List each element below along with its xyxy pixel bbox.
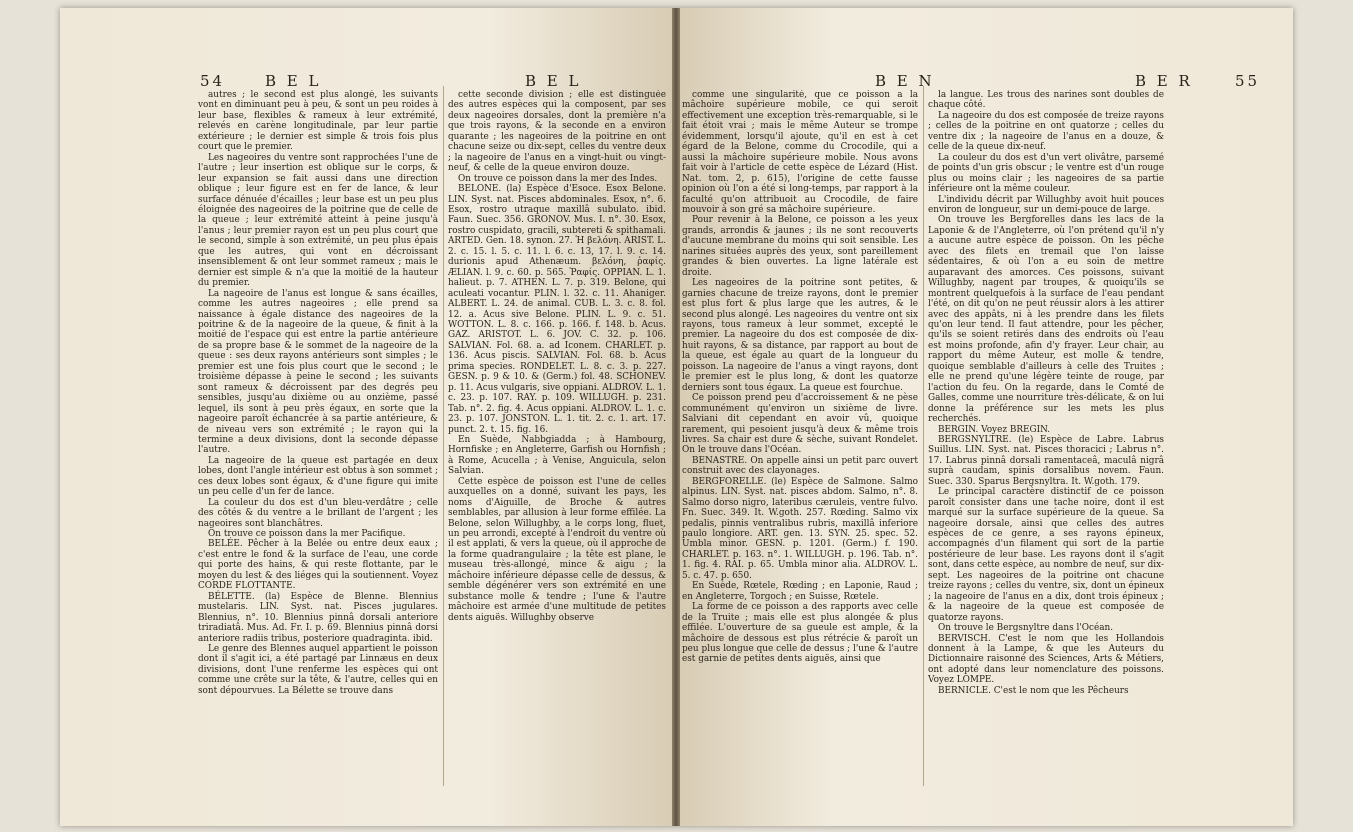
- paragraph: Les nageoires de la poitrine sont petites, & garnies chacune de treize rayons, dont le premier est plus fort & plus large que les autres, & le second plus alongé. Les nageoires du ventre ont six rayons, tous rameux à leur sommet, excepté le premier. La nageoire du dos est composée de dix-huit rayons, & sa distance, par rapport au bout de la queue, est égale au quart de la longueur du poisson. La nageoire de l'anus a vingt rayons, dont le premier est le plus long, & dont les quatorze derniers sont tous égaux. La queue est fourchue.: [682, 278, 918, 393]
- paragraph: Le genre des Blennes auquel appartient le poisson dont il s'agit ici, a été partagé par Linnæus en deux divisions, dont l'une renferme les espèces qui ont comme une crête sur la tête, & l'autre, celles qui en sont dépourvues. La Bélette se trouve dans: [198, 644, 438, 696]
- page-number-right: 55: [1235, 72, 1261, 90]
- paragraph: On trouve les Bergforelles dans les lacs de la Laponie & de l'Angleterre, où l'on prétend qu'il n'y a aucune autre espèce de poisson. On les pêche avec des filets en tremail que l'on laisse sédentaires, & où l'on a eu soin de mettre auparavant des amorces. Ces poissons, suivant Willughby, nagent par troupes, & quoiqu'ils se montrent quelquefois à la surface de l'eau pendant l'été, on dit qu'on ne peut réussir alors à les attirer avec des appâts, ni à les prendre dans les filets qu'on leur tend. Il faut attendre, pour les pêcher, qu'ils se soient retirés dans des endroits où l'eau est moins profonde, afin d'y frayer. Leur chair, au rapport du même Auteur, est molle & tendre, quoique semblable d'ailleurs à celle des Truites ; elle ne prend qu'une légère teinte de rouge, par l'action du feu. On la regarde, dans le Comté de Galles, comme une nourriture très-délicate, & on lui donne la préférence sur les mets les plus recherchés.: [928, 215, 1164, 425]
- paragraph: BERGFORELLE. (le) Espèce de Salmone. Salmo alpinus. LIN. Syst. nat. pisces abdom. Salmo, n°. 8. Salmo dorso nigro, lateribus cæruleis, ventre fulvo. Fn. Suec. 349. It. W.goth. 257. Rœding. Salmo vix pedalis, pinnis ventralibus rubris, maxillâ inferiore paulo longiore. ART. gen. 13. SYN. 25. spec. 52. Umbla minor. GESN. p. 1201. (Germ.) f. 190. CHARLET. p. 163. n°. 1. WILLUGH. p. 196. Tab. n°. 1. fig. 4. RAI. p. 65. Umbla minor alia. ALDROV. L. 5. c. 47. p. 650.: [682, 476, 918, 581]
- paragraph: BELONE. (la) Espèce d'Esoce. Esox Belone. LIN. Syst. nat. Pisces abdominales. Esox, n°. 6. Esox, rostro utraque maxillâ subulato. ibid. Faun. Suec. 356. GRONOV. Mus. I. n°. 30. Esox, rostro cuspidato, gracili, subtereti & spithamali. ARTED. Gen. 18. synon. 27. Ἡ βελόνη. ARIST. L. 2. c. 15. l. 5. c. 11. l. 6. c. 13, 17. l. 9. c. 14. durionis apud Athenæum. βελόνη, ῥαφίς. ÆLIAN. l. 9. c. 60. p. 565. Ῥαφίς. OPPIAN. L. 1. halieut. p. 7. ATHEN. L. 7. p. 319. Belone, qui aculeati vocantur. PLIN. l. 32. c. 11. Ahaniger. ALBERT. L. 24. de animal. CUB. L. 3. c. 8. fol. 12. a. Acus sive Belone. PLIN. L. 9. c. 51. WOTTON. L. 8. c. 166. p. 166. f. 148. b. Acus. GAZ. ARISTOT. L. 6. JOV. C. 32. p. 106. SALVIAN. Fol. 68. a. ad Iconem. CHARLET. p. 136. Acus piscis. SALVIAN. Fol. 68. b. Acus prima species. RONDELET. L. 8. c. 3. p. 227. GESN. p. 9 & 10. & (Germ.) fol. 48. SCHONEV. p. 11. Acus vulgaris, sive oppiani. ALDROV. L. 1. c. 23. p. 107. RAY. p. 109. WILLUGH. p. 231. Tab. n°. 2. fig. 4. Acus oppiani. ALDROV. L. 1. c. 23. p. 107. JONSTON. L. 1. tit. 2. c. 1. art. 17. punct. 2. t. 15. fig. 16.: [448, 184, 666, 435]
- paragraph: La nageoire de l'anus est longue & sans écailles, comme les autres nageoires ; elle prend sa naissance à égale distance des nageoires de la poitrine & de la nageoire de la queue, & finit à la moitié de l'espace qui est entre la partie antérieure de sa propre base & le sommet de la nageoire de la queue : ses deux rayons antérieurs sont simples ; le premier est une fois plus court que le second ; le troisième dépasse à peine le second ; les suivants sont rameux & décroissent par des degrés peu sensibles, jusqu'au dixième ou au onzième, passé lequel, ils sont à peu près égaux, en sorte que la nageoire paroît échancrée à sa partie antérieure, & de niveau vers son extrémité ; le rayon qui la termine a deux divisions, dont la seconde dépasse l'autre.: [198, 288, 438, 456]
- paragraph: En Suède, Nabbgiadda ; à Hambourg, Hornfiske ; en Angleterre, Garfish ou Hornfish ; à Rome, Acucella ; à Venise, Anguicula, selon Salvian.: [448, 434, 666, 477]
- paragraph: Ce poisson prend peu d'accroissement & ne pèse communément qu'environ un sixième de livre. Salviani dit cependant en avoir vû, quoique rarement, qui pesoient jusqu'à deux & même trois livres. Sa chair est dure & sèche, suivant Rondelet. On le trouve dans l'Océan.: [682, 393, 918, 456]
- column-rule: [443, 86, 444, 786]
- book-spread: [60, 8, 1293, 826]
- paragraph: BERGIN. Voyez BREGIN.: [938, 424, 1051, 435]
- paragraph: comme une singularité, que ce poisson a la mâchoire supérieure mobile, ce qui seroit effectivement une exception très-remarquable, si le fait étoit vrai ; mais le même Auteur se trompe évidemment, lorsqu'il ajoute, qu'il en est à cet égard de la Belone, comme du Crocodile, qui a aussi la mâchoire supérieure mobile. Nous avons fait voir à l'article de cette espèce de Lézard (Hist. Nat. tom. 2, p. 615), l'origine de cette fausse opinion où l'on a été si long-temps, par rapport à la faculté qu'on attribuoit au Crocodile, de faire mouvoir à son gré sa mâchoire supérieure.: [682, 90, 918, 215]
- paragraph: On trouve ce poisson dans la mer Pacifique.: [208, 529, 406, 540]
- paragraph: On trouve le Bergsnyltre dans l'Océan.: [938, 623, 1114, 634]
- paragraph: La forme de ce poisson a des rapports avec celle de la Truite ; mais elle est plus alongée & plus effilée. L'ouverture de sa gueule est ample, & la mâchoire de dessous est plus rétrécie & paroît un peu plus longue que celle de dessus ; l'une & l'autre est garnie de petites dents aiguës, ainsi que: [682, 602, 918, 665]
- paragraph: La couleur du dos est d'un bleu-verdâtre ; celle des côtés & du ventre a le brillant de l'argent ; les nageoires sont blanchâtres.: [198, 497, 438, 529]
- left-column-2: [448, 90, 666, 780]
- running-head-right-2: B E R: [1135, 72, 1193, 90]
- paragraph: La couleur du dos est d'un vert olivâtre, parsemé de points d'un gris obscur ; le ventre est d'un rouge plus ou moins clair ; les nageoires de sa partie inférieure ont la même couleur.: [928, 152, 1164, 195]
- paragraph: BERVISCH. C'est le nom que les Hollandois donnent à la Lampe, & que les Auteurs du Dictionnaire raisonné des Sciences, Arts & Métiers, ont adopté dans leur nomenclature des poissons. Voyez LOMPE.: [928, 633, 1164, 686]
- paragraph: Pour revenir à la Belone, ce poisson a les yeux grands, arrondis & jaunes ; ils ne sont recouverts d'aucune membrane du moins qui soit sensible. Les narines situées auprès des yeux, sont pareillement grandes & bien ouvertes. La ligne latérale est droite.: [682, 215, 918, 278]
- running-head-left-2: B E L: [525, 72, 582, 90]
- book-gutter: [672, 8, 680, 826]
- paragraph: Le principal caractère distinctif de ce poisson paroît consister dans une tache noire, dont il est marqué sur la surface supérieure de la queue. Sa nageoire dorsale, ainsi que celles des autres espèces de ce genre, a ses rayons épineux, accompagnés d'un filament qui sort de la partie postérieure de leur base. Les rayons dont il s'agit sont, dans cette espèce, au nombre de neuf, sur dix-sept. Les nageoires de la poitrine ont chacune treize rayons ; celles du ventre, six, dont un épineux ; la nageoire de l'anus en a dix, dont trois épineux ; & la nageoire de la queue est composée de quatorze rayons.: [928, 487, 1164, 623]
- paragraph: BERGSNYLTRE. (le) Espèce de Labre. Labrus Suillus. LIN. Syst. nat. Pisces thoracici ; Labrus n°. 17. Labrus pinnâ dorsali ramentaceâ, maculâ nigrâ suprà caudam, spinis dorsalibus novem. Faun. Suec. 330. Sparus Bergsnyltra. It. W.goth. 179.: [928, 434, 1164, 487]
- paragraph: la langue. Les trous des narines sont doubles de chaque côté.: [928, 90, 1164, 111]
- paragraph: BENASTRE. On appelle ainsi un petit parc ouvert construit avec des clayonages.: [682, 455, 918, 477]
- running-head-right: B E N: [875, 72, 935, 90]
- left-column-1: [198, 90, 438, 780]
- paragraph: Cette espèce de poisson est l'une de celles auxquelles on a donné, suivant les pays, les noms d'Aiguille, de Broche & autres semblables, par allusion à leur forme effilée. La Belone, selon Willughby, a le corps long, fluet, un peu arrondi, excepté à l'endroit du ventre où il est applati, & vers la queue, où il approche de la forme quadrangulaire ; la tête est plane, le museau très-allongé, mince & aigu ; la mâchoire inférieure dépasse celle de dessus, & semble dégénérer vers son extrémité en une substance molle & tendre ; l'une & l'autre mâchoire est armée d'une multitude de petites dents aiguës. Willughby observe: [448, 476, 666, 623]
- right-column-1: [682, 90, 918, 780]
- paragraph: BÉLETTE. (la) Espèce de Blenne. Blennius mustelaris. LIN. Syst. nat. Pisces jugulares. Blennius, n°. 10. Blennius pinnâ dorsali anteriore triradiatâ. Mus. Ad. Fr. I. p. 69. Blennius pinnâ dorsi anteriore radiis tribus, posteriore quadraginta. ibid.: [198, 591, 438, 644]
- right-page: [680, 8, 1293, 826]
- left-page: [60, 8, 672, 826]
- paragraph: BERNICLE. C'est le nom que les Pêcheurs: [938, 685, 1129, 696]
- paragraph: L'individu décrit par Willughby avoit huit pouces environ de longueur, sur un demi-pouce de large.: [928, 194, 1164, 215]
- paragraph: La nageoire de la queue est partagée en deux lobes, dont l'angle intérieur est obtus à son sommet ; ces deux lobes sont égaux, & d'une figure qui imite un peu celle d'un fer de lance.: [198, 455, 438, 498]
- right-column-2: [928, 90, 1164, 780]
- paragraph: La nageoire du dos est composée de treize rayons ; celles de la poitrine en ont quatorze ; celles du ventre dix ; la nageoire de l'anus en a douze, & celle de la queue dix-neuf.: [928, 110, 1164, 153]
- paragraph: autres ; le second est plus alongé, les suivants vont en diminuant peu à peu, & sont un peu roides à leur base, flexibles & rameux à leur extrémité, relevés en carène longitudinale, par leur partie extérieure ; le dernier est simple & trois fois plus court que le premier.: [198, 90, 438, 153]
- page-number-left: 54: [200, 72, 226, 90]
- paragraph: BELÉE. Pêcher à la Belée ou entre deux eaux ; c'est entre le fond & la surface de l'eau, une corde qui porte des hains, & qui reste flottante, par le moyen du lest & des liéges qui la soutiennent. Voyez CORDE FLOTTANTE.: [198, 539, 438, 592]
- column-rule-right: [923, 86, 924, 786]
- paragraph: On trouve ce poisson dans la mer des Indes.: [458, 173, 658, 184]
- paragraph: cette seconde division ; elle est distinguée des autres espèces qui la composent, par ses deux nageoires dorsales, dont la première n'a que trois rayons, & la seconde en a environ quarante ; les nageoires de la poitrine en ont chacune seize ou dix-sept, celles du ventre deux ; la nageoire de l'anus en a vingt-huit ou vingt-neuf, & celle de la queue environ douze.: [448, 90, 666, 174]
- paragraph: Les nageoires du ventre sont rapprochées l'une de l'autre ; leur insertion est oblique sur le corps, & leur expansion se fait aussi dans une direction oblique ; leur figure est en fer de lance, & leur surface dénuée d'écailles ; leur base est un peu plus éloignée des nageoires de la poitrine que de celle de la queue ; leur extrémité atteint à peine jusqu'à l'anus ; leur premier rayon est un peu plus court que le second, simple à son extrémité, un peu plus épais que les autres, qui vont en décroissant insensiblement & ont leur sommet rameux ; mais le dernier est simple & n'a que la moitié de la hauteur du premier.: [198, 152, 438, 289]
- right-page-header: [680, 72, 1293, 92]
- left-page-header: [60, 72, 672, 92]
- running-head-left: B E L: [265, 72, 322, 90]
- paragraph: En Suède, Rœtele, Rœding ; en Laponie, Raud ; en Angleterre, Torgoch ; en Suisse, Rœtele.: [682, 581, 918, 602]
